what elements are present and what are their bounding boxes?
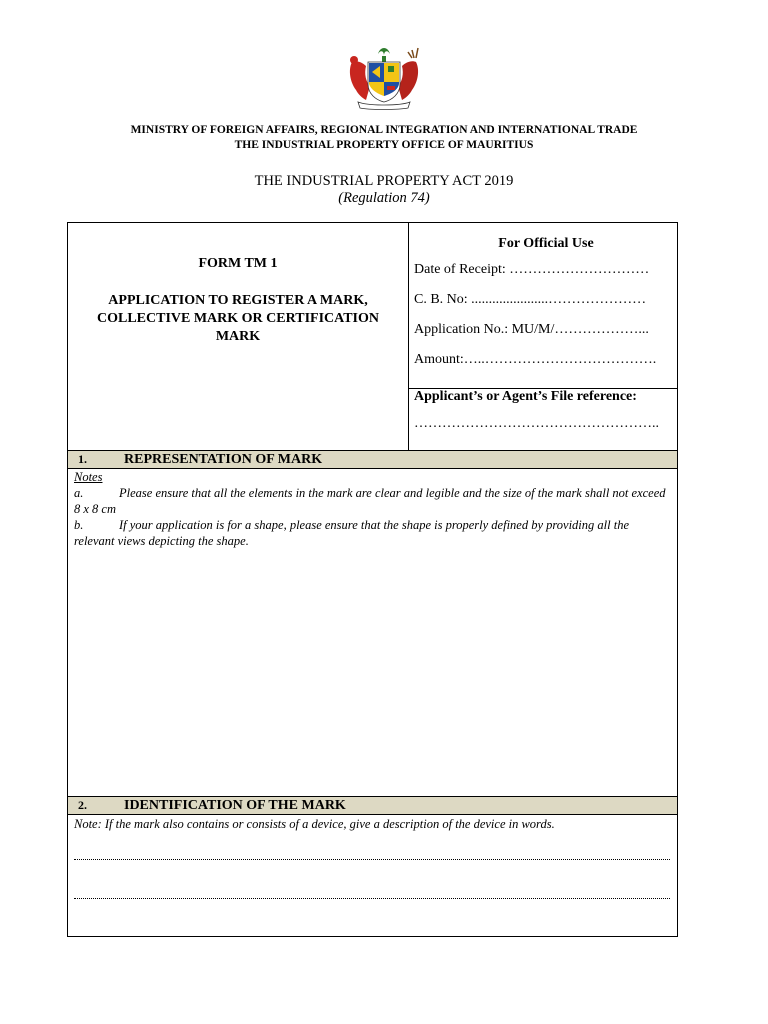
section-1-number: 1. <box>78 452 87 466</box>
description-line-2[interactable] <box>74 898 670 899</box>
file-reference-label: Applicant’s or Agent’s File reference: <box>414 389 637 404</box>
file-reference-input[interactable]: …………………………………………….. <box>414 416 659 431</box>
note-b <box>74 517 672 549</box>
act-heading <box>0 173 768 207</box>
ministry-heading <box>0 123 768 153</box>
date-of-receipt-field: Date of Receipt: ………………………… <box>414 262 650 277</box>
form-title: APPLICATION TO REGISTER A MARK, COLLECTIVE MARK OR CERTIFICATION MARK <box>96 293 379 344</box>
note-b-text: If your application is for a shape, please ensure that the shape is properly defined by providing all the relevant views depicting the shape. <box>74 518 629 548</box>
section-1-header <box>68 450 677 469</box>
section-2-note: Note: If the mark also contains or consists of a device, give a description of the device in words. <box>74 817 555 831</box>
mark-representation-area[interactable] <box>68 553 677 795</box>
coat-of-arms-emblem <box>344 42 424 110</box>
ministry-name: MINISTRY OF FOREIGN AFFAIRS, REGIONAL INTEGRATION AND INTERNATIONAL TRADE <box>130 124 638 136</box>
form-frame <box>67 222 678 937</box>
note-b-letter: b. <box>74 518 84 532</box>
official-use-title: For Official Use <box>498 236 594 251</box>
section-1-title: REPRESENTATION OF MARK <box>124 452 323 467</box>
note-a-letter: a. <box>74 486 84 500</box>
note-a <box>74 485 672 517</box>
form-number: FORM TM 1 <box>198 256 278 271</box>
section-2-header <box>68 796 677 815</box>
amount-field: Amount:…..………………………………. <box>414 352 657 367</box>
application-no-field: Application No.: MU/M/………………... <box>414 322 649 337</box>
office-name: THE INDUSTRIAL PROPERTY OFFICE OF MAURITIUS <box>234 139 534 151</box>
notes-label: Notes <box>74 470 103 484</box>
section-1-notes <box>74 469 672 549</box>
regulation-reference: (Regulation 74) <box>338 190 430 206</box>
note-a-text: Please ensure that all the elements in the mark are clear and legible and the size of the mark shall not exceed 8 x 8 cm <box>74 486 666 516</box>
section-2-number: 2. <box>78 798 87 812</box>
description-line-1[interactable] <box>74 859 670 860</box>
cb-no-field: C. B. No: ......................………………… <box>414 292 647 307</box>
act-title: THE INDUSTRIAL PROPERTY ACT 2019 <box>254 173 514 189</box>
column-divider <box>408 223 409 450</box>
section-2-title: IDENTIFICATION OF THE MARK <box>124 798 346 813</box>
